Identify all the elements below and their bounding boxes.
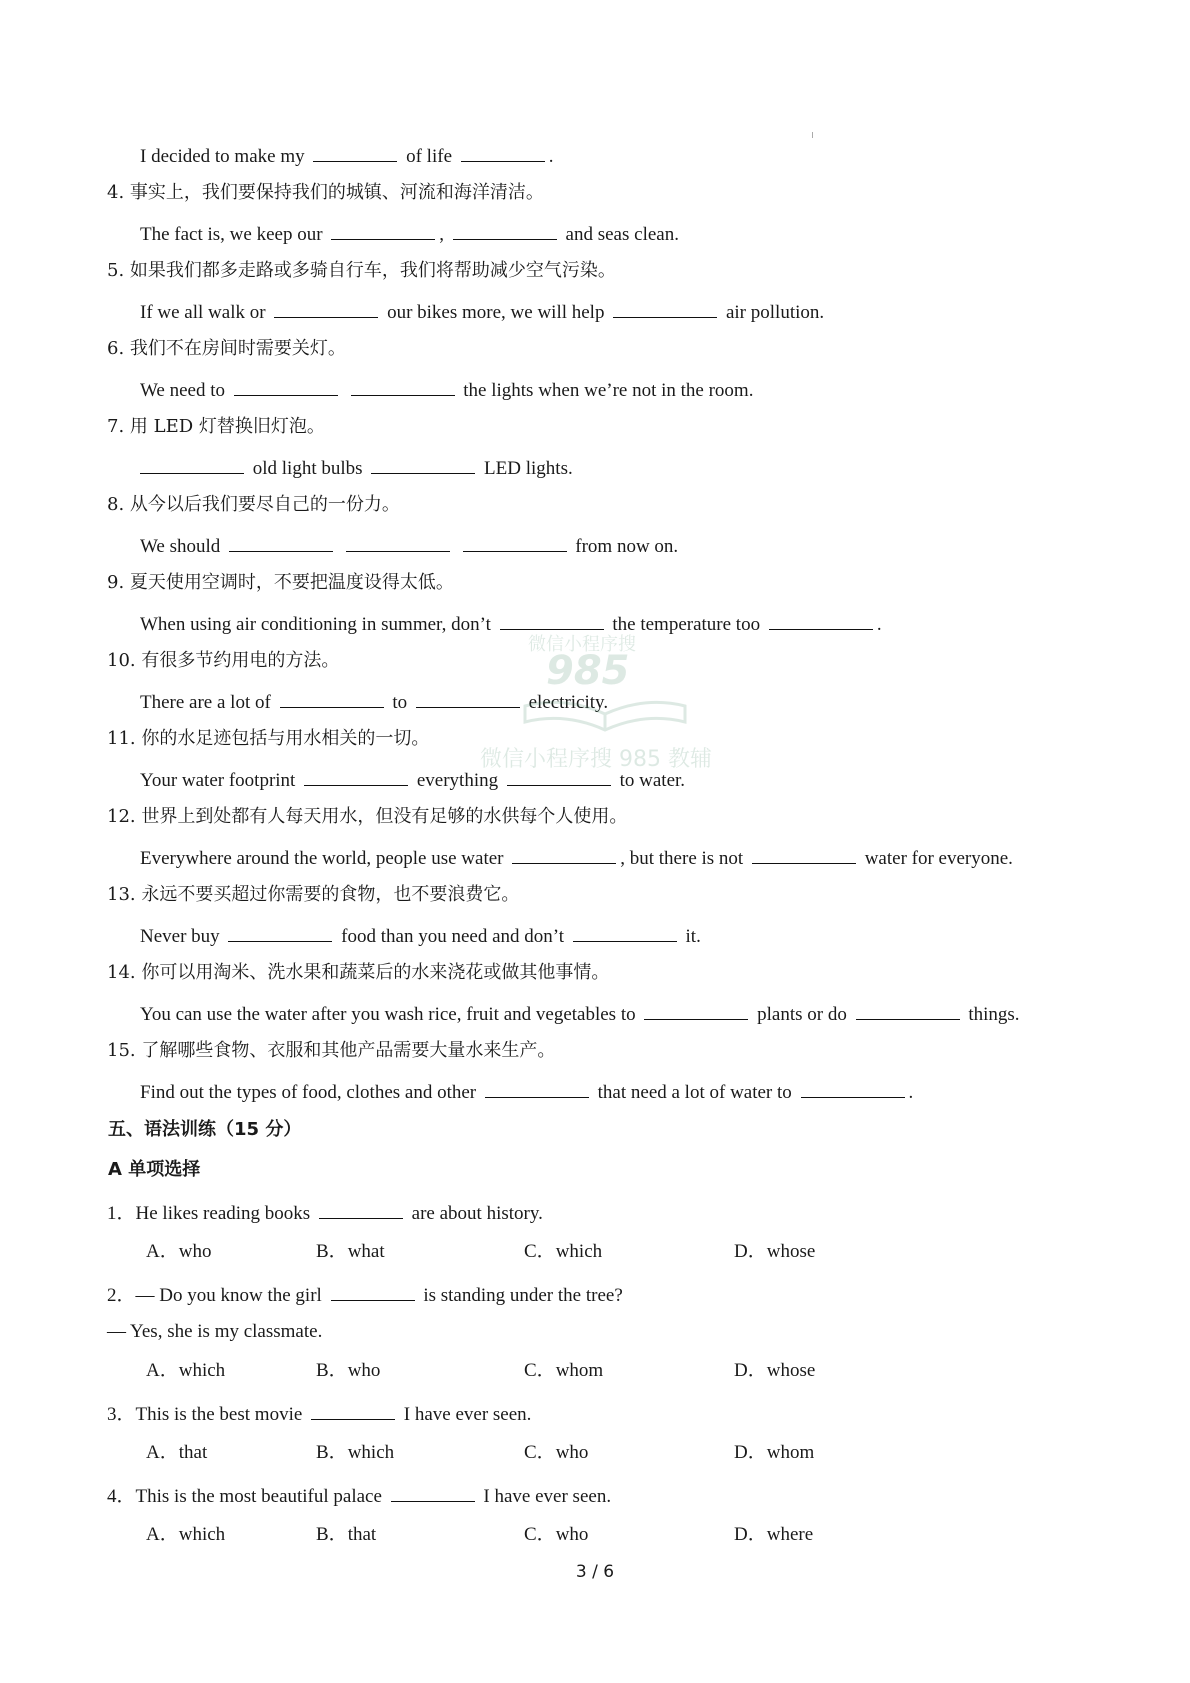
question-text: are about history. (411, 1203, 543, 1224)
question-number: 2． (107, 1285, 136, 1306)
answer-blank[interactable] (613, 299, 717, 318)
text-segment: from now on. (575, 536, 679, 557)
chinese-sentence: 夏天使用空调时，不要把温度设得太低。 (129, 572, 454, 593)
item-number: 7. (107, 416, 125, 437)
item-9-chinese (107, 571, 454, 595)
item-number: 13. (107, 884, 136, 905)
text-segment: water for everyone. (864, 848, 1013, 869)
item-number: 12. (107, 806, 136, 827)
item-13-english (140, 923, 701, 949)
watermark (480, 630, 740, 780)
item-3-english (140, 143, 554, 169)
answer-blank[interactable] (500, 611, 604, 630)
option-c[interactable]: C．whom (524, 1360, 604, 1381)
item-15-english (140, 1079, 913, 1105)
text-segment: air pollution. (725, 302, 825, 323)
option-a[interactable]: A．who (146, 1241, 212, 1262)
option-a[interactable]: A．which (146, 1524, 226, 1545)
text-segment: There are a lot of (140, 692, 271, 713)
text-segment: , (439, 224, 445, 245)
watermark-line2: 微信小程序搜 985 教辅 (480, 747, 712, 772)
option-b[interactable]: B．that (316, 1524, 377, 1545)
item-12-english (140, 845, 1013, 871)
book-logo-icon (520, 696, 690, 736)
dialogue-reply: — Yes, she is my classmate. (107, 1321, 323, 1342)
text-segment: Everywhere around the world, people use water (140, 848, 504, 869)
answer-blank[interactable] (856, 1001, 960, 1020)
answer-blank[interactable] (453, 221, 557, 240)
mc-question-3 (107, 1401, 531, 1427)
section-subtitle: A 单项选择 (108, 1159, 201, 1180)
answer-blank[interactable] (512, 845, 616, 864)
text-segment: We need to (140, 380, 225, 401)
page-number: 3 / 6 (575, 1562, 615, 1582)
chinese-sentence: 事实上，我们要保持我们的城镇、河流和海洋清洁。 (129, 182, 544, 203)
option-a[interactable]: A．that (146, 1442, 208, 1463)
answer-blank[interactable] (304, 767, 408, 786)
answer-blank[interactable] (311, 1401, 395, 1420)
mc-question-2 (107, 1282, 623, 1308)
chinese-sentence: 你的水足迹包括与用水相关的一切。 (141, 728, 430, 749)
answer-blank[interactable] (319, 1200, 403, 1219)
chinese-sentence: 永远不要买超过你需要的食物，也不要浪费它。 (141, 884, 520, 905)
answer-blank[interactable] (371, 455, 475, 474)
item-11-chinese (107, 727, 429, 751)
item-5-english (140, 299, 824, 325)
question-text: — Do you know the girl (135, 1285, 322, 1306)
item-number: 6. (107, 338, 125, 359)
question-text: I have ever seen. (403, 1404, 532, 1425)
item-7-english (136, 455, 573, 481)
answer-blank[interactable] (331, 1282, 415, 1301)
item-14-chinese (107, 961, 609, 985)
chinese-sentence: 从今以后我们要尽自己的一份力。 (129, 494, 400, 515)
text-segment: and seas clean. (565, 224, 679, 245)
answer-blank[interactable] (463, 533, 567, 552)
chinese-sentence: 你可以用淘米、洗水果和蔬菜后的水来浇花或做其他事情。 (141, 962, 610, 983)
option-c[interactable]: C．who (524, 1524, 589, 1545)
text-segment: The fact is, we keep our (140, 224, 323, 245)
text-segment: LED lights. (484, 458, 573, 479)
question-text: is standing under the tree? (423, 1285, 623, 1306)
chinese-sentence: 如果我们都多走路或多骑自行车，我们将帮助减少空气污染。 (129, 260, 616, 281)
answer-blank[interactable] (274, 299, 378, 318)
answer-blank[interactable] (280, 689, 384, 708)
item-number: 5. (107, 260, 125, 281)
option-d[interactable]: D．where (734, 1524, 814, 1545)
answer-blank[interactable] (461, 143, 545, 162)
option-d[interactable]: D．whose (734, 1360, 816, 1381)
answer-blank[interactable] (346, 533, 450, 552)
chinese-sentence: 了解哪些食物、衣服和其他产品需要大量水来生产。 (141, 1040, 556, 1061)
answer-blank[interactable] (140, 455, 244, 474)
watermark-line1: 微信小程序搜 (528, 634, 636, 655)
chinese-sentence: 我们不在房间时需要关灯。 (129, 338, 346, 359)
item-number: 14. (107, 962, 136, 983)
chinese-sentence: 世界上到处都有人每天用水，但没有足够的水供每个人使用。 (141, 806, 628, 827)
item-12-chinese (107, 805, 627, 829)
text-segment: , but there is not (620, 848, 744, 869)
item-6-chinese (107, 337, 346, 361)
answer-blank[interactable] (228, 923, 332, 942)
item-number: 4. (107, 182, 125, 203)
text-segment: I decided to make my (140, 146, 305, 167)
item-4-english (140, 221, 679, 247)
item-10-chinese (107, 649, 339, 673)
answer-blank[interactable] (573, 923, 677, 942)
text-segment: old light bulbs (252, 458, 363, 479)
item-8-english (140, 533, 678, 559)
option-c[interactable]: C．which (524, 1241, 603, 1262)
answer-blank[interactable] (752, 845, 856, 864)
scan-mark (812, 132, 813, 138)
text-segment: our bikes more, we will help (387, 302, 605, 323)
item-4-chinese (107, 181, 544, 205)
answer-blank[interactable] (331, 221, 435, 240)
item-15-chinese (107, 1039, 555, 1063)
text-segment: plants or do (757, 1004, 847, 1025)
question-text: I have ever seen. (483, 1486, 612, 1507)
text-segment: . (876, 614, 882, 635)
question-number: 4． (107, 1486, 136, 1507)
text-segment: electricity. (528, 692, 609, 713)
option-b[interactable]: B．what (316, 1241, 385, 1262)
answer-blank[interactable] (644, 1001, 748, 1020)
option-d[interactable]: D．whom (734, 1442, 815, 1463)
item-13-chinese (107, 883, 519, 907)
text-segment: If we all walk or (140, 302, 266, 323)
option-d[interactable]: D．whose (734, 1241, 816, 1262)
text-segment: the temperature too (612, 614, 761, 635)
text-segment: that need a lot of water to (597, 1082, 792, 1103)
text-segment: Your water footprint (140, 770, 296, 791)
option-a[interactable]: A．which (146, 1360, 226, 1381)
item-number: 15. (107, 1040, 136, 1061)
text-segment: Find out the types of food, clothes and other (140, 1082, 477, 1103)
text-segment: it. (685, 926, 701, 947)
question-text: This is the best movie (135, 1404, 303, 1425)
item-number: 11. (107, 728, 136, 749)
option-c[interactable]: C．who (524, 1442, 589, 1463)
answer-blank[interactable] (801, 1079, 905, 1098)
answer-blank[interactable] (234, 377, 338, 396)
text-segment: . (908, 1082, 914, 1103)
item-number: 10. (107, 650, 136, 671)
answer-blank[interactable] (229, 533, 333, 552)
text-segment: the lights when we’re not in the room. (463, 380, 754, 401)
question-number: 1． (107, 1203, 136, 1224)
text-segment: to water. (619, 770, 686, 791)
answer-blank[interactable] (313, 143, 397, 162)
watermark-number: 985 (546, 648, 630, 694)
item-14-english (140, 1001, 1020, 1027)
text-segment: When using air conditioning in summer, don’t (140, 614, 491, 635)
text-segment: Never buy (140, 926, 220, 947)
option-b[interactable]: B．which (316, 1442, 395, 1463)
item-5-chinese (107, 259, 616, 283)
text-segment: everything (416, 770, 499, 791)
section-title: 五、语法训练（15 分） (108, 1119, 302, 1140)
item-6-english (140, 377, 753, 403)
chinese-sentence: 用 LED 灯替换旧灯泡。 (129, 416, 325, 437)
question-text: This is the most beautiful palace (135, 1486, 382, 1507)
text-segment: food than you need and don’t (341, 926, 565, 947)
chinese-sentence: 有很多节约用电的方法。 (141, 650, 340, 671)
answer-blank[interactable] (769, 611, 873, 630)
item-number: 9. (107, 572, 125, 593)
answer-blank[interactable] (351, 377, 455, 396)
item-number: 8. (107, 494, 125, 515)
question-text: He likes reading books (135, 1203, 311, 1224)
option-b[interactable]: B．who (316, 1360, 381, 1381)
answer-blank[interactable] (391, 1483, 475, 1502)
question-number: 3． (107, 1404, 136, 1425)
text-segment: to (392, 692, 408, 713)
answer-blank[interactable] (485, 1079, 589, 1098)
text-segment: things. (968, 1004, 1020, 1025)
text-segment: . (548, 146, 554, 167)
item-8-chinese (107, 493, 400, 517)
text-segment: of life (406, 146, 453, 167)
text-segment: You can use the water after you wash rice, fruit and vegetables to (140, 1004, 636, 1025)
text-segment: We should (140, 536, 221, 557)
item-7-chinese (107, 415, 325, 439)
mc-question-4 (107, 1483, 611, 1509)
mc-question-1 (107, 1200, 543, 1226)
